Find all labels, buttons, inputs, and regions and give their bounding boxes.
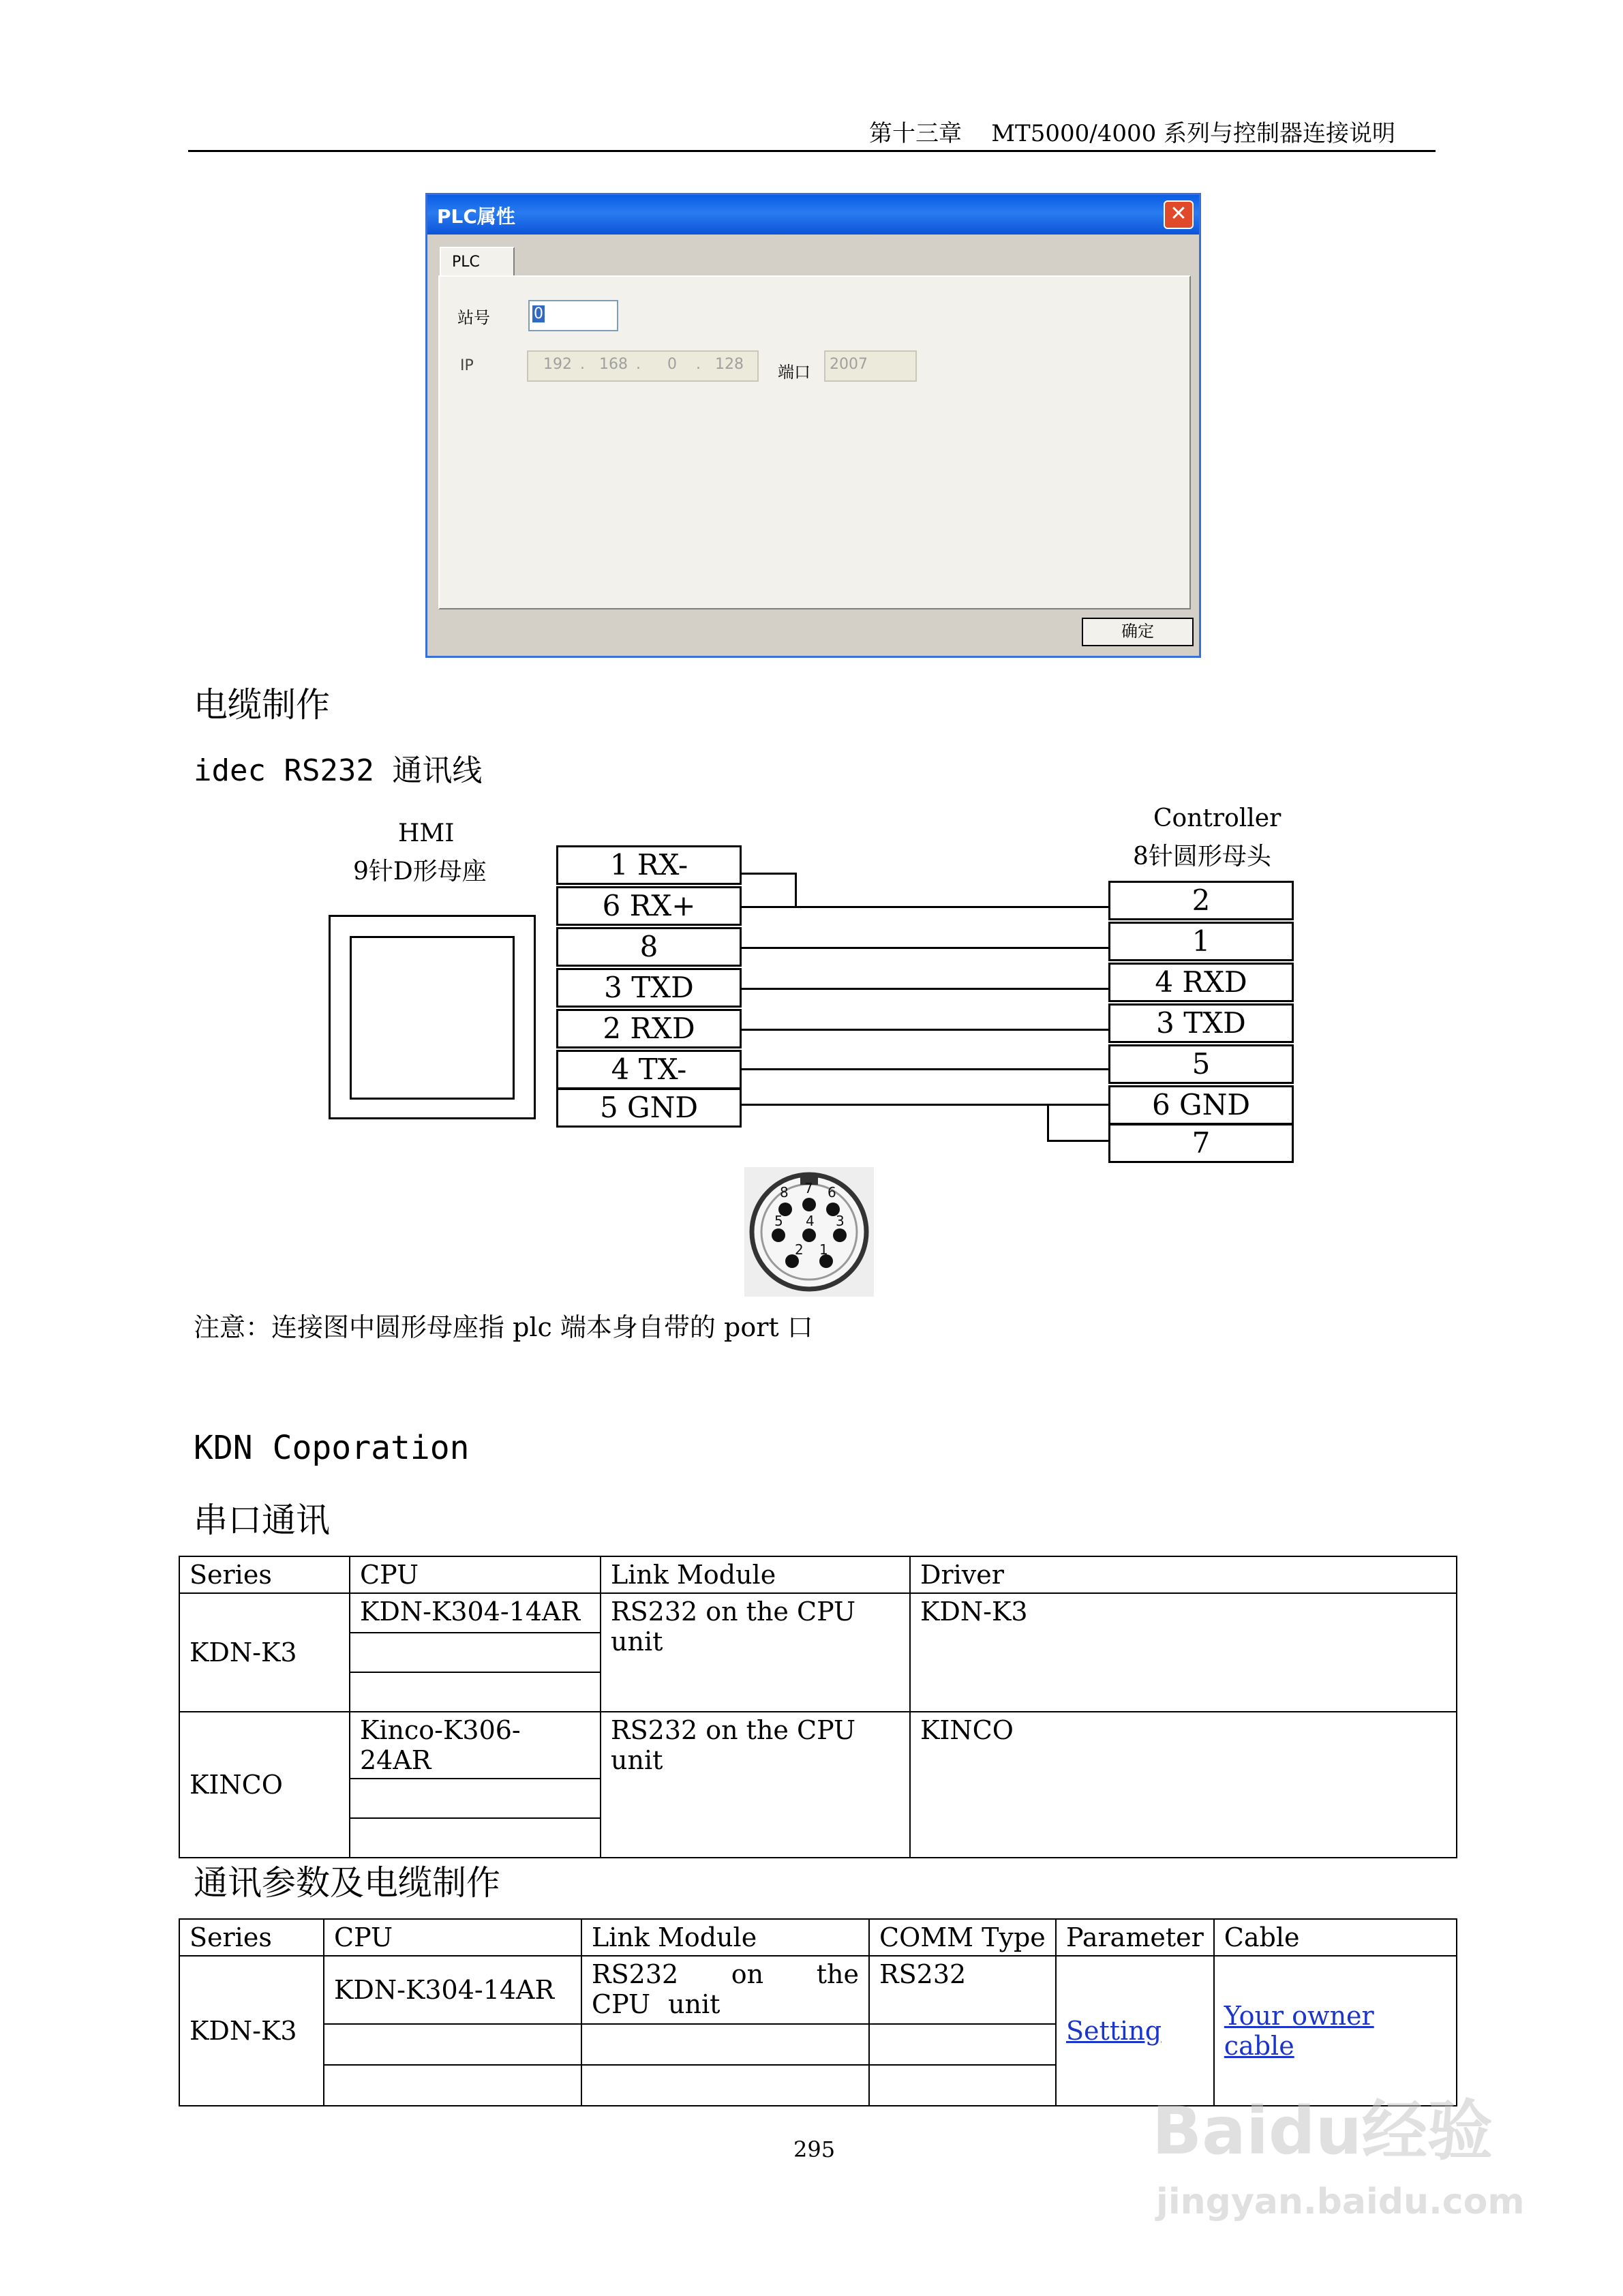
hmi-pin: 2 RXD <box>556 1009 742 1048</box>
company-heading: KDN Coporation <box>194 1429 470 1467</box>
ip-octet-3: 0 <box>667 356 677 373</box>
empty-cell <box>350 1818 601 1858</box>
params-table <box>179 1918 1457 2106</box>
link-cell: RS232 on the CPU unit <box>581 1956 869 2024</box>
header-cell: Cable <box>1214 1919 1457 1956</box>
empty-cell <box>581 2065 869 2106</box>
link-cell: RS232 on the CPU unit <box>601 1712 910 1858</box>
empty-cell <box>350 1672 601 1712</box>
serial-comm-title: 串口通讯 <box>194 1500 330 1540</box>
empty-cell <box>869 2065 1056 2106</box>
ip-dot: . <box>580 356 585 373</box>
hmi-pin: 5 GND <box>556 1088 742 1128</box>
wire <box>742 1068 1110 1070</box>
watermark-brand: Baidu经验 <box>1152 2093 1493 2169</box>
controller-pin: 7 <box>1108 1123 1294 1163</box>
din8-pinout-icon <box>744 1167 874 1297</box>
empty-cell <box>581 2024 869 2065</box>
din-pin-label: 7 <box>804 1180 813 1196</box>
table-row <box>179 1956 1457 2024</box>
table-header-row <box>179 1556 1457 1593</box>
header-cell: CPU <box>324 1919 581 1956</box>
port-label: 端口 <box>778 363 810 382</box>
cable-link[interactable]: Your owner cable <box>1224 2001 1374 2061</box>
din-pin-label: 5 <box>774 1213 783 1229</box>
controller-connector-label: 8针圆形母头 <box>1133 843 1271 871</box>
series-cell: KDN-K3 <box>179 1593 350 1712</box>
header-cell: Parameter <box>1056 1919 1214 1956</box>
driver-cell: KINCO <box>910 1712 1457 1858</box>
empty-cell <box>324 2024 581 2065</box>
hmi-pin: 4 TX- <box>556 1050 742 1089</box>
din-pin-label: 1 <box>819 1241 828 1258</box>
station-value: 0 <box>534 305 543 322</box>
connection-note: 注意：连接图中圆形母座指 plc 端本身自带的 port 口 <box>194 1312 813 1342</box>
hmi-pin: 1 RX- <box>556 845 742 885</box>
header-cell: COMM Type <box>869 1919 1056 1956</box>
wire <box>742 988 1110 990</box>
watermark-url: jingyan.baidu.com <box>1156 2181 1525 2222</box>
wire <box>742 1029 1110 1031</box>
hmi-connector-label: 9针D形母座 <box>353 858 487 886</box>
table-header-row <box>179 1919 1457 1956</box>
din-pin-label: 8 <box>780 1184 789 1200</box>
wire <box>742 906 1110 908</box>
chapter-label: 第十三章 <box>869 120 962 147</box>
wire <box>795 873 797 908</box>
header-cell: Link Module <box>581 1919 869 1956</box>
ip-octet-2: 168 <box>599 356 628 373</box>
empty-cell <box>324 2065 581 2106</box>
cable-section-subtitle: idec RS232 通讯线 <box>194 753 483 788</box>
din8-connector-image <box>744 1167 874 1297</box>
cpu-cell: KDN-K304-14AR <box>324 1956 581 2024</box>
ip-dot: . <box>696 356 701 373</box>
controller-pin: 2 <box>1108 881 1294 920</box>
header-cell: Series <box>179 1919 324 1956</box>
empty-cell <box>869 2024 1056 2065</box>
ip-label: IP <box>460 357 474 374</box>
hmi-connector-inner <box>350 936 515 1100</box>
hmi-connector-outline <box>329 915 536 1119</box>
series-cell: KINCO <box>179 1712 350 1858</box>
chapter-title: MT5000/4000 系列与控制器连接说明 <box>991 120 1396 147</box>
cpu-cell: KDN-K304-14AR <box>350 1593 601 1633</box>
params-title: 通讯参数及电缆制作 <box>194 1863 500 1903</box>
serial-comm-table <box>179 1556 1457 1858</box>
wire <box>742 1104 1110 1106</box>
series-cell: KDN-K3 <box>179 1956 324 2106</box>
cpu-cell: Kinco-K306-24AR <box>350 1712 601 1779</box>
comm-cell: RS232 <box>869 1956 1056 2024</box>
wire <box>1047 1104 1049 1142</box>
controller-pin: 6 GND <box>1108 1085 1294 1125</box>
din-pin-label: 3 <box>836 1213 845 1229</box>
header-cell: CPU <box>350 1556 601 1593</box>
cable-section-title: 电缆制作 <box>194 685 330 725</box>
din-pin-label: 2 <box>795 1241 804 1258</box>
ok-button[interactable]: 确定 <box>1082 618 1194 646</box>
controller-pin: 1 <box>1108 922 1294 961</box>
port-value: 2007 <box>830 356 868 373</box>
ip-octet-4: 128 <box>715 356 744 373</box>
wire <box>742 947 1110 949</box>
header-cell: Series <box>179 1556 350 1593</box>
page-number: 295 <box>793 2136 836 2162</box>
table-row <box>179 1712 1457 1779</box>
hmi-pin: 6 RX+ <box>556 886 742 926</box>
empty-cell <box>350 1779 601 1818</box>
hmi-pin: 8 <box>556 927 742 967</box>
station-label: 站号 <box>457 308 490 327</box>
link-cell: RS232 on the CPU unit <box>601 1593 910 1712</box>
wire <box>742 873 796 875</box>
setting-link[interactable]: Setting <box>1066 2016 1162 2046</box>
tab-plc[interactable]: PLC <box>440 247 515 277</box>
din-pin-label: 4 <box>806 1213 815 1229</box>
hmi-pin: 3 TXD <box>556 968 742 1008</box>
dialog-title: PLC属性 <box>437 205 515 228</box>
din-pin-label: 6 <box>828 1184 836 1200</box>
empty-cell <box>350 1633 601 1672</box>
controller-pin: 5 <box>1108 1044 1294 1084</box>
controller-pin: 3 TXD <box>1108 1003 1294 1043</box>
wire <box>1047 1140 1110 1142</box>
ip-dot: . <box>636 356 641 373</box>
close-button[interactable]: ✕ <box>1164 200 1194 229</box>
driver-cell: KDN-K3 <box>910 1593 1457 1712</box>
controller-label: Controller <box>1153 804 1281 832</box>
hmi-label: HMI <box>398 819 455 847</box>
header-cell: Driver <box>910 1556 1457 1593</box>
ip-octet-1: 192 <box>543 356 572 373</box>
header-cell: Link Module <box>601 1556 910 1593</box>
controller-pin: 4 RXD <box>1108 963 1294 1002</box>
table-row <box>179 1593 1457 1633</box>
